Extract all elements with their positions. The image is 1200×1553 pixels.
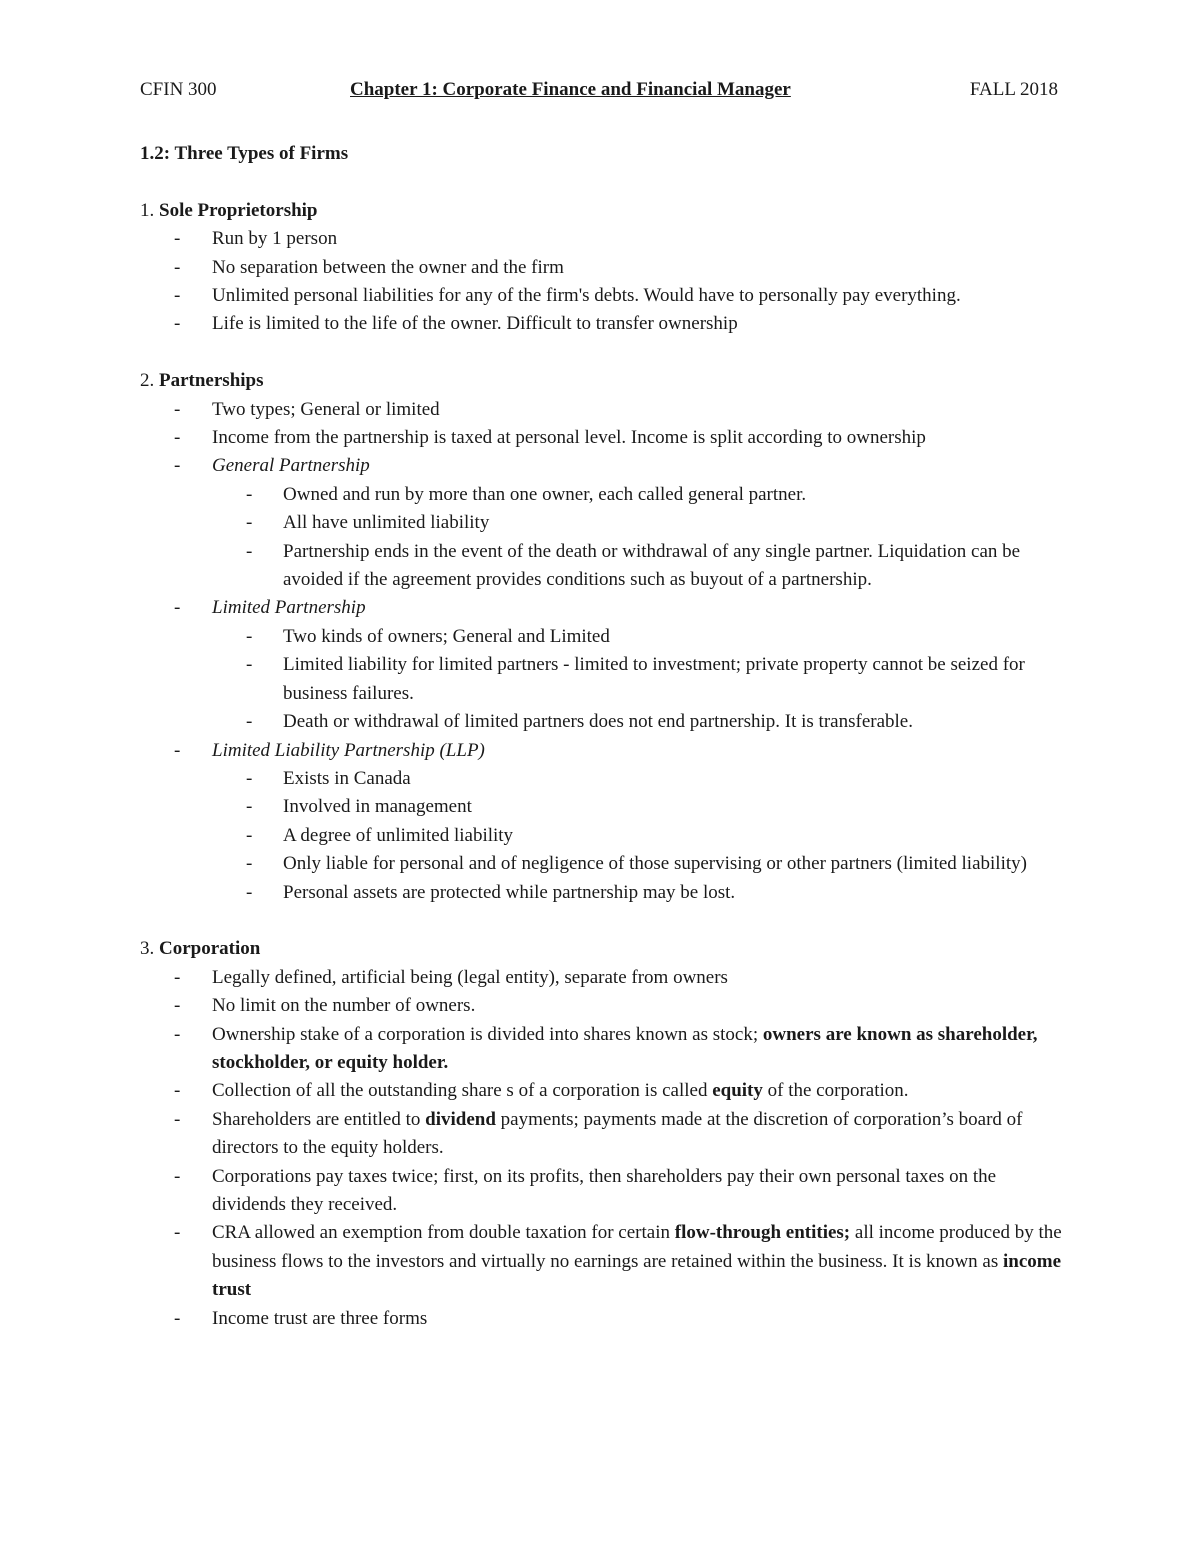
bullet-dash: - (174, 427, 181, 449)
bullet-dash: - (246, 625, 253, 647)
sub-list-item (140, 509, 1070, 537)
item-list (140, 396, 1070, 907)
list-item (140, 452, 1070, 480)
list-item-text: All have unlimited liability (283, 512, 490, 534)
emphasized-text: dividend (425, 1108, 496, 1130)
text-run: of the corporation. (762, 1080, 909, 1102)
bullet-dash: - (174, 597, 181, 619)
page-header (140, 77, 1060, 103)
emphasized-text: flow-through entities; (674, 1222, 851, 1244)
bullet-dash: - (174, 455, 181, 477)
section-title-sole-proprietorship (140, 197, 1070, 225)
list-item-text: General Partnership (212, 455, 370, 477)
text-run: No limit on the number of owners. (212, 995, 476, 1017)
bullet-dash: - (174, 1108, 181, 1130)
list-item (140, 992, 1070, 1020)
emphasized-text: income trust (212, 1250, 1062, 1301)
section-title: Sole Proprietorship (159, 199, 318, 221)
text-run: all income produced by the business flows to the investors and virtually no earnings are retained within the business. It is known as (212, 1222, 1062, 1272)
item-list (140, 225, 1070, 339)
list-item-text: Involved in management (283, 796, 472, 818)
section-number: 1. (140, 199, 155, 221)
list-item-text: Only liable for personal and of negligence of those supervising or other partners (limited liability) (283, 853, 1027, 875)
header-title: Chapter 1: Corporate Finance and Financial Manager (350, 79, 791, 100)
list-item-text (212, 1024, 1038, 1073)
list-item (140, 1163, 1070, 1220)
section-title-partnerships (140, 367, 1070, 395)
text-run: Legally defined, artificial being (legal entity), separate from owners (212, 966, 728, 988)
sub-list-item (140, 538, 1070, 595)
list-item-text: Limited Partnership (212, 597, 366, 619)
list-item-text (212, 995, 475, 1016)
bullet-dash: - (174, 1307, 181, 1329)
bullet-dash: - (246, 512, 253, 534)
bullet-dash: - (174, 1222, 181, 1244)
list-item (140, 964, 1070, 992)
sub-list-item (140, 879, 1070, 907)
emphasized-text: owners are known as shareholder, stockholder, or equity holder. (212, 1023, 1038, 1073)
list-item-text: Unlimited personal liabilities for any of the firm's debts. Would have to personally pay everything. (212, 285, 961, 307)
list-item-text: Limited Liability Partnership (LLP) (212, 739, 485, 761)
section-number: 3. (140, 938, 155, 960)
list-item (140, 594, 1070, 622)
emphasized-text: equity (712, 1080, 763, 1102)
text-run: Corporations pay taxes twice; first, on its profits, then shareholders pay their own personal taxes on the dividends they received. (212, 1165, 997, 1215)
text-run: CRA allowed an exemption from double taxation for certain (212, 1222, 675, 1244)
header-term: FALL 2018 (969, 79, 1058, 100)
bullet-dash: - (174, 1165, 181, 1187)
text-run: Ownership stake of a corporation is divided into shares known as stock; (212, 1023, 763, 1045)
bullet-dash: - (246, 483, 253, 505)
bullet-dash: - (246, 654, 253, 676)
bullet-dash: - (246, 881, 253, 903)
bullet-dash: - (246, 853, 253, 875)
list-item (140, 310, 1070, 338)
text-run: Collection of all the outstanding share s of a corporation is called (212, 1080, 713, 1102)
section-title-corporation (140, 935, 1070, 963)
list-item (140, 424, 1070, 452)
list-item-text: Income from the partnership is taxed at personal level. Income is split according to ownership (212, 427, 926, 449)
bullet-dash: - (174, 256, 181, 278)
bullet-dash: - (246, 540, 253, 562)
list-item-text (212, 1166, 996, 1215)
bullet-dash: - (246, 824, 253, 846)
sub-list-item (140, 822, 1070, 850)
sub-list-item (140, 850, 1070, 878)
item-list (140, 964, 1070, 1333)
list-item (140, 737, 1070, 765)
list-item-text: No separation between the owner and the firm (212, 256, 564, 278)
section-heading: 1.2: Three Types of Firms (140, 143, 349, 164)
section-title: Corporation (159, 938, 261, 960)
sub-list-item (140, 708, 1070, 736)
list-item (140, 254, 1070, 282)
list-item-text (212, 1308, 427, 1329)
header-course: CFIN 300 (140, 79, 217, 100)
list-item (140, 1106, 1070, 1163)
list-item-text (212, 1080, 909, 1101)
bullet-dash: - (174, 739, 181, 761)
bullet-dash: - (174, 398, 181, 420)
list-item (140, 1219, 1070, 1304)
list-item (140, 1077, 1070, 1105)
bullet-dash: - (246, 711, 253, 733)
bullet-dash: - (174, 228, 181, 250)
section-title: Partnerships (159, 370, 264, 392)
list-item-text: Personal assets are protected while partnership may be lost. (283, 881, 736, 903)
sub-list-item (140, 481, 1070, 509)
bullet-dash: - (174, 285, 181, 307)
list-item (140, 1305, 1070, 1333)
text-run: payments; payments made at the discretion of corporation’s board of directors to the equity holders. (212, 1108, 1023, 1159)
text-run: Income trust are three forms (212, 1307, 428, 1329)
bullet-dash: - (174, 966, 181, 988)
bullet-dash: - (174, 1023, 181, 1045)
list-item-text: Run by 1 person (212, 228, 338, 250)
list-item (140, 282, 1070, 310)
list-item (140, 225, 1070, 253)
list-item-text: Exists in Canada (283, 767, 411, 789)
list-item-text: Two kinds of owners; General and Limited (283, 625, 610, 647)
list-item-text (212, 967, 728, 988)
bullet-dash: - (174, 1080, 181, 1102)
list-item-text: Two types; General or limited (212, 398, 440, 420)
list-item-text: A degree of unlimited liability (283, 824, 514, 846)
sub-list-item (140, 651, 1070, 708)
bullet-dash: - (174, 995, 181, 1017)
list-item-text: Death or withdrawal of limited partners does not end partnership. It is transferable. (283, 711, 913, 733)
bullet-dash: - (246, 796, 253, 818)
sub-list-item (140, 765, 1070, 793)
list-item-text (212, 1222, 1062, 1300)
list-item-text: Life is limited to the life of the owner. Difficult to transfer ownership (212, 313, 738, 335)
bullet-dash: - (246, 767, 253, 789)
list-item-text: Owned and run by more than one owner, each called general partner. (283, 483, 807, 505)
document-body (140, 140, 1070, 1333)
bullet-dash: - (174, 313, 181, 335)
sub-list-item (140, 623, 1070, 651)
list-item-text: Limited liability for limited partners - limited to investment; private property cannot be seized for business failures. (283, 654, 1025, 704)
section-number: 2. (140, 370, 155, 392)
list-item (140, 396, 1070, 424)
list-item (140, 1021, 1070, 1078)
sub-list-item (140, 793, 1070, 821)
list-item-text (212, 1109, 1023, 1158)
text-run: Shareholders are entitled to (212, 1108, 426, 1130)
list-item-text: Partnership ends in the event of the death or withdrawal of any single partner. Liquidation can be avoided if the agreement provides conditions such as buyout of a partnership. (283, 540, 1021, 591)
